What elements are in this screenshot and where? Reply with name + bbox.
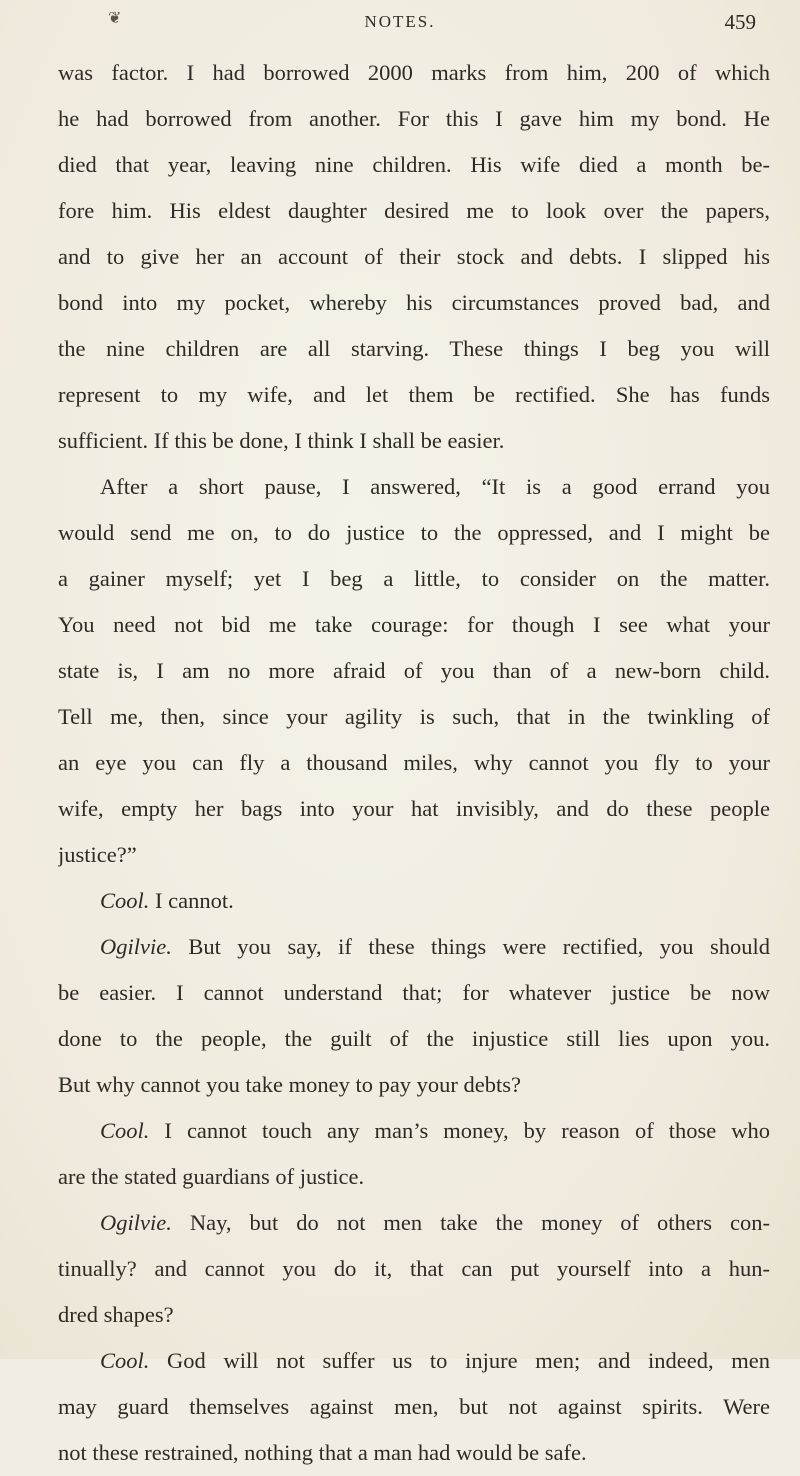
line-text: was factor. I had borrowed 2000 marks from him, 200 of which — [58, 60, 770, 85]
line-text: the nine children are all starving. These things I beg you will — [58, 336, 770, 361]
line-text: dred shapes? — [58, 1302, 174, 1327]
fleuron-ornament-icon: ❦ — [108, 10, 122, 27]
speaker-name: Ogilvie. — [100, 1210, 172, 1235]
line-text: are the stated guardians of justice. — [58, 1164, 365, 1189]
text-line — [58, 740, 770, 786]
line-text: a gainer myself; yet I beg a little, to consider on the matter. — [58, 566, 770, 591]
text-line — [58, 1200, 770, 1246]
line-text: died that year, leaving nine children. His wife died a month be- — [58, 152, 770, 177]
line-text: I cannot. — [149, 888, 234, 913]
speaker-name: Cool. — [100, 888, 150, 913]
line-text: Tell me, then, since your agility is such, that in the twinkling of — [58, 704, 770, 729]
page-number: 459 — [724, 10, 756, 34]
text-line — [58, 878, 770, 924]
speaker-name: Ogilvie. — [100, 934, 172, 959]
text-line — [58, 602, 770, 648]
line-text: bond into my pocket, whereby his circumstances proved bad, and — [58, 290, 770, 315]
line-text: But why cannot you take money to pay your debts? — [58, 1072, 522, 1097]
line-text: and to give her an account of their stock and debts. I slipped his — [58, 244, 770, 269]
line-text: done to the people, the guilt of the injustice still lies upon you. — [58, 1026, 770, 1051]
line-text: tinually? and cannot you do it, that can put yourself into a hun- — [58, 1256, 770, 1281]
text-line — [58, 832, 770, 878]
text-line — [58, 96, 770, 142]
line-text: would send me on, to do justice to the oppressed, and I might be — [58, 520, 770, 545]
text-line — [58, 464, 770, 510]
text-line — [58, 50, 770, 96]
text-line — [58, 924, 770, 970]
text-line — [58, 188, 770, 234]
line-text: sufficient. If this be done, I think I shall be easier. — [58, 428, 505, 453]
text-line — [58, 1016, 770, 1062]
line-text: Nay, but do not men take the money of others con- — [171, 1210, 770, 1235]
text-line — [58, 1292, 770, 1338]
running-head: NOTES. — [364, 12, 436, 31]
text-line — [58, 786, 770, 832]
line-text: an eye you can fly a thousand miles, why cannot you fly to your — [58, 750, 770, 775]
text-line — [58, 234, 770, 280]
line-text: After a short pause, I answered, “It is a good errand you — [100, 474, 770, 499]
page-header — [0, 6, 800, 36]
text-line — [58, 694, 770, 740]
text-line — [58, 1430, 770, 1476]
line-text: God will not suffer us to injure men; and indeed, men — [149, 1348, 770, 1373]
text-line — [58, 372, 770, 418]
text-body — [58, 50, 770, 1476]
text-line — [58, 556, 770, 602]
speaker-name: Cool. — [100, 1118, 150, 1143]
text-line — [58, 142, 770, 188]
text-line — [58, 326, 770, 372]
text-line — [58, 648, 770, 694]
text-line — [58, 510, 770, 556]
line-text: state is, I am no more afraid of you than of a new-born child. — [58, 658, 770, 683]
line-text: may guard themselves against men, but not against spirits. Were — [58, 1394, 770, 1419]
line-text: he had borrowed from another. For this I gave him my bond. He — [58, 106, 770, 131]
text-line — [58, 418, 770, 464]
line-text: fore him. His eldest daughter desired me to look over the papers, — [58, 198, 770, 223]
text-line — [58, 1384, 770, 1430]
text-line — [58, 1338, 770, 1384]
line-text: wife, empty her bags into your hat invisibly, and do these people — [58, 796, 770, 821]
text-line — [58, 1062, 770, 1108]
line-text: be easier. I cannot understand that; for whatever justice be now — [58, 980, 770, 1005]
text-line — [58, 1246, 770, 1292]
text-line — [58, 1108, 770, 1154]
line-text: represent to my wife, and let them be rectified. She has funds — [58, 382, 770, 407]
line-text: But you say, if these things were rectified, you should — [171, 934, 770, 959]
line-text: You need not bid me take courage: for though I see what your — [58, 612, 770, 637]
text-line — [58, 970, 770, 1016]
line-text: not these restrained, nothing that a man had would be safe. — [58, 1440, 587, 1465]
text-line — [58, 1154, 770, 1200]
line-text: I cannot touch any man’s money, by reason of those who — [149, 1118, 770, 1143]
line-text: justice?” — [58, 842, 137, 867]
text-line — [58, 280, 770, 326]
speaker-name: Cool. — [100, 1348, 150, 1373]
